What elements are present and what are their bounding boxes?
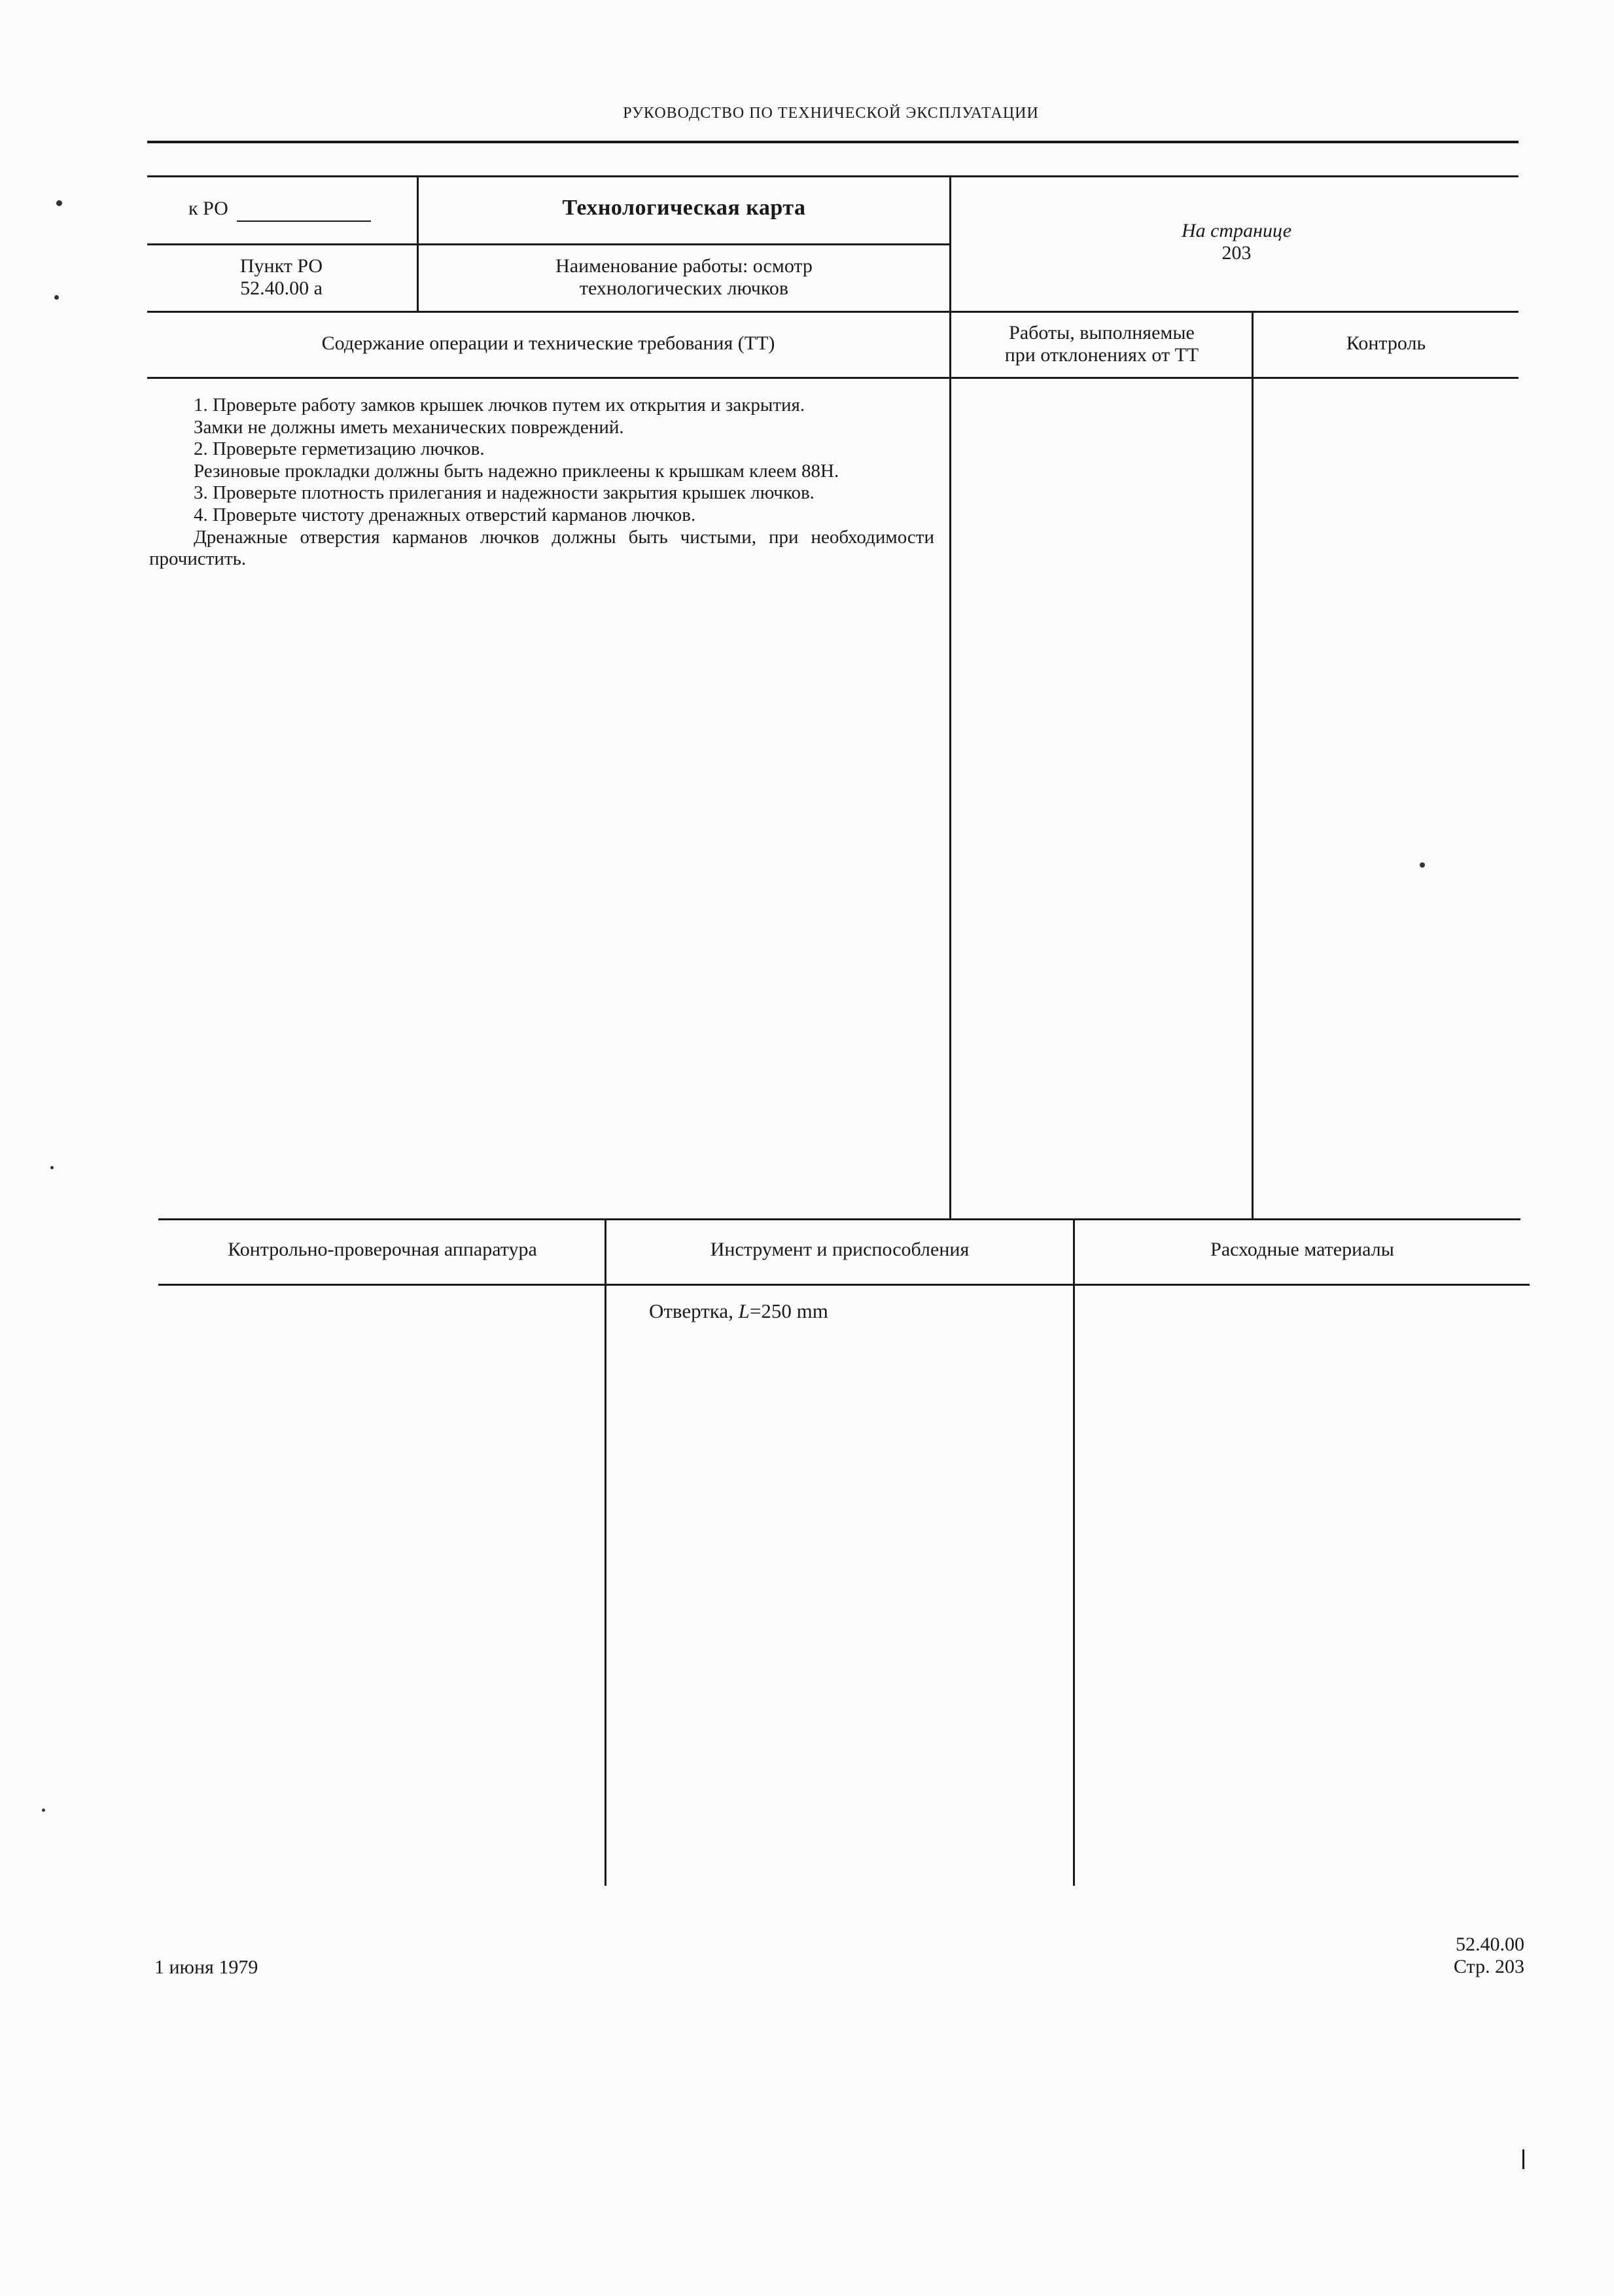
scan-speck: [42, 1809, 45, 1812]
point-cell: [157, 255, 406, 300]
card-title: Технологическая карта: [562, 196, 806, 220]
operation-line: 3. Проверьте плотность прилегания и надежности закрытия крышек лючков.: [194, 482, 815, 504]
tool-item-name: Отвертка,: [649, 1299, 733, 1322]
tool-item: [649, 1299, 828, 1323]
operation-line: 2. Проверьте герметизацию лючков.: [194, 438, 485, 460]
footer-ref: [1426, 1934, 1524, 1978]
ref-label: к РО: [188, 198, 228, 219]
col-materials-heading: Расходные материалы: [1210, 1239, 1394, 1260]
col-deviations-heading: [952, 322, 1252, 366]
col-apparatus-heading: Контрольно-проверочная аппаратура: [228, 1239, 537, 1260]
footer-page-number: Стр. 203: [1453, 1956, 1524, 1977]
col-tools-heading: Инструмент и приспособления: [710, 1239, 970, 1260]
scan-speck: [1420, 862, 1425, 868]
operations-list: [149, 395, 934, 571]
tool-item-value: =250 mm: [749, 1299, 828, 1322]
point-value: 52.40.00 а: [240, 277, 323, 299]
scan-speck: [54, 295, 59, 300]
operation-line: Замки не должны иметь механических повреждений.: [194, 416, 624, 438]
operation-line: 1. Проверьте работу замков крышек лючков путем их открытия и закрытия.: [194, 395, 805, 415]
ref-field: [188, 198, 228, 220]
col-deviations-line2: при отклонениях от ТТ: [1004, 344, 1199, 366]
work-name-line1: Наименование работы: осмотр: [555, 255, 813, 277]
page-ref-label: На странице: [1181, 220, 1292, 241]
work-name: [419, 255, 949, 300]
col-deviations-line1: Работы, выполняемые: [1009, 322, 1195, 344]
footer-doc-number: 52.40.00: [1456, 1934, 1524, 1955]
running-head: РУКОВОДСТВО ПО ТЕХНИЧЕСКОЙ ЭКСПЛУАТАЦИИ: [623, 105, 1039, 122]
col-control-heading: Контроль: [1346, 332, 1426, 354]
header-rule: [147, 141, 1518, 143]
footer-date: 1 июня 1979: [154, 1956, 258, 1978]
operation-line: Дренажные отверстия карманов лючков должны быть чистыми, при необходимости прочистить.: [149, 526, 934, 570]
scan-mark: [1522, 2149, 1524, 2169]
tool-item-var: L: [738, 1299, 750, 1322]
page-ref-cell: [1112, 220, 1361, 264]
page-ref-value: 203: [1221, 242, 1252, 264]
operation-line: 4. Проверьте чистоту дренажных отверстий карманов лючков.: [194, 504, 696, 525]
operation-line: Резиновые прокладки должны быть надежно приклеены к крышкам клеем 88Н.: [194, 460, 839, 482]
work-name-line2: технологических лючков: [579, 277, 789, 299]
scan-speck: [50, 1166, 54, 1169]
col-content-heading: Содержание операции и технические требования (ТТ): [321, 332, 775, 354]
point-label: Пункт РО: [239, 255, 323, 277]
scan-speck: [56, 200, 62, 206]
ref-blank-line: [237, 221, 371, 222]
